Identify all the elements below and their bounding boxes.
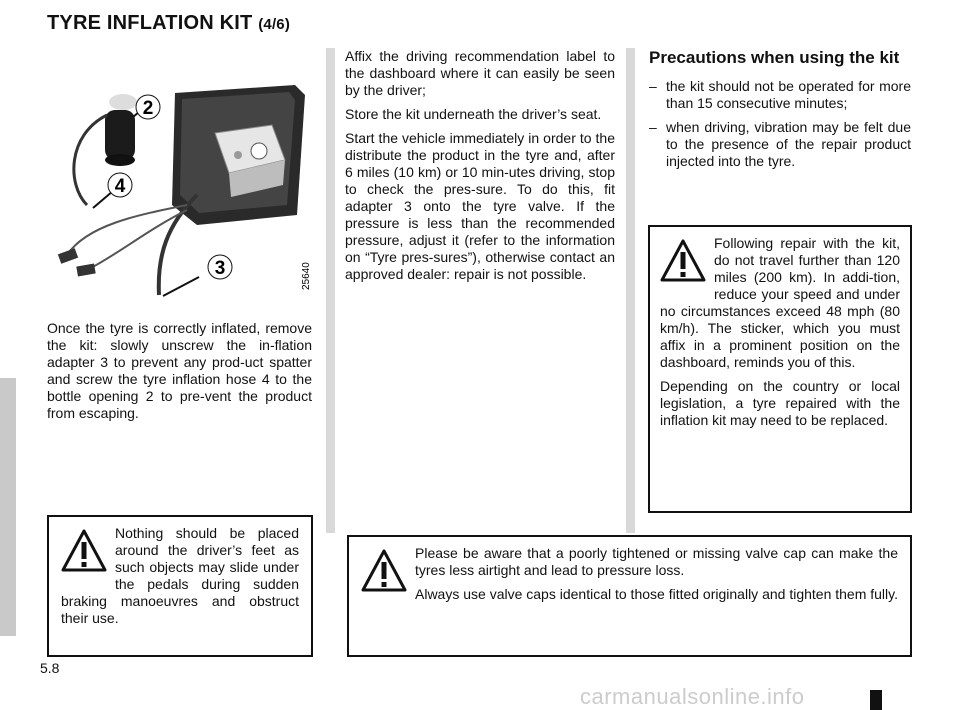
- page-number: 5.8: [40, 660, 60, 676]
- middle-column-text: [345, 48, 615, 290]
- warning-triangle-icon: [361, 549, 407, 598]
- warning-box-repair-speed: [648, 225, 912, 513]
- precaution-text: the kit should not be operated for more than 15 consecutive minutes;: [666, 78, 911, 111]
- column-divider-left: [326, 48, 335, 533]
- bullet-dash: –: [649, 119, 657, 135]
- title-part-indicator: (4/6): [258, 16, 291, 33]
- callout-4: 4: [114, 176, 126, 197]
- warning-box-feet: [47, 515, 313, 657]
- repair-speed-warning: Following repair with the kit, do not travel further than 120 miles (200 km). In addi-tion, reduce your speed and under no circumstances exceed 48 mph (80 km/h). The sticker, which you must affix in a prominent position on the dashboard, reminds you of this.: [660, 235, 900, 370]
- column-divider-right: [626, 48, 635, 533]
- storage-instruction: Store the kit underneath the driver’s seat.: [345, 106, 602, 122]
- driving-instruction: Start the vehicle immediately in order to the distribute the product in the tyre and, after 6 miles (10 km) or 10 min-utes driving, stop to check the pres-sure. To do this, fit adapter 3 onto the tyre valve. If the pressure is less than the recommended pressure, adjust it (refer to the information on “Tyre pres-sures”), otherwise contact an approved dealer: repair is not possible.: [345, 130, 615, 282]
- page-corner-mark: [870, 690, 882, 710]
- page-title: [47, 12, 290, 35]
- callout-2: 2: [142, 98, 154, 119]
- left-column-text: [47, 320, 312, 429]
- bullet-dash: –: [649, 78, 657, 94]
- warning-triangle-icon: [61, 529, 107, 578]
- valve-cap-advice: Always use valve caps identical to those fitted originally and tighten them fully.: [415, 586, 898, 602]
- precautions-list: [649, 78, 911, 170]
- precautions-section: [649, 48, 911, 177]
- list-item: [649, 119, 911, 170]
- callout-3: 3: [214, 258, 226, 279]
- valve-cap-warning: Please be aware that a poorly tightened or missing valve cap can make the tyres less airtight and lead to pressure loss.: [415, 545, 898, 578]
- feet-warning: Nothing should be placed around the driver’s feet as such objects may slide under the pedals during sudden braking manoeuvres and obstruct their use.: [61, 525, 299, 626]
- warning-triangle-icon: [660, 239, 706, 288]
- label-instruction: Affix the driving recommendation label to the dashboard where it can easily be seen by the driver;: [345, 48, 615, 98]
- image-code: 25640: [301, 262, 312, 290]
- warning-box-valve-cap: [347, 535, 912, 657]
- list-item: [649, 78, 911, 112]
- title-text: TYRE INFLATION KIT: [47, 12, 253, 34]
- tyre-inflation-kit-illustration: [47, 55, 315, 310]
- precaution-text: when driving, vibration may be felt due to the presence of the repair product injected into the tyre.: [666, 119, 911, 169]
- kit-photo-drawing: [47, 55, 315, 310]
- chapter-tab: [0, 378, 16, 636]
- removal-instructions: Once the tyre is correctly inflated, remove the kit: slowly unscrew the in-flation adapter 3 to prevent any prod-uct spatter and screw the tyre inflation hose 4 to the bottle opening 2 to pre-vent the product from escaping.: [47, 320, 312, 421]
- watermark: carmanualsonline.info: [580, 684, 805, 709]
- replacement-warning: Depending on the country or local legislation, a tyre repaired with the inflation kit may need to be replaced.: [660, 378, 900, 428]
- precautions-heading: Precautions when using the kit: [649, 48, 900, 67]
